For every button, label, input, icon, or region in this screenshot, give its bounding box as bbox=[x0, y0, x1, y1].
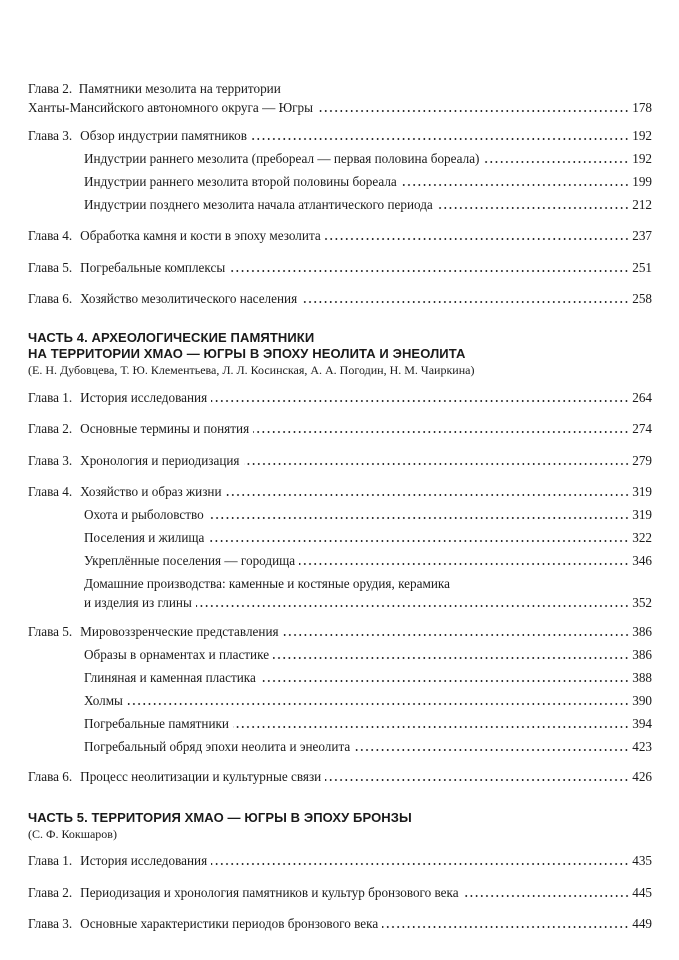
part-4-authors: (Е. Н. Дубовцева, Т. Ю. Клементьева, Л. Л. Косинская, А. А. Погодин, Н. М. Чаиркина) bbox=[28, 363, 475, 377]
toc-entry bbox=[28, 451, 652, 470]
toc-subentry bbox=[84, 668, 652, 687]
toc-entry-title: Погребальный обряд эпохи неолита и энеолита bbox=[84, 739, 351, 754]
toc-entry bbox=[28, 258, 652, 277]
toc-page-number: 178 bbox=[632, 100, 652, 115]
toc-entry-title: Холмы bbox=[84, 693, 123, 708]
toc-entry-title: Индустрии раннего мезолита (пребореал — первая половина бореала) bbox=[84, 151, 480, 166]
toc-entry-title: Процесс неолитизации и культурные связи bbox=[80, 769, 322, 784]
dot-leader bbox=[463, 894, 630, 898]
toc-page-number: 279 bbox=[632, 453, 652, 468]
toc-entry-title: Поселения и жилища bbox=[84, 530, 205, 545]
toc-page-number: 251 bbox=[632, 260, 652, 275]
dot-leader bbox=[127, 702, 629, 706]
toc-entry bbox=[28, 289, 652, 308]
toc-page-number: 237 bbox=[632, 228, 652, 243]
toc-subentry bbox=[84, 528, 652, 547]
toc-page-number: 319 bbox=[632, 507, 652, 522]
dot-leader bbox=[208, 516, 630, 520]
toc-entry bbox=[28, 126, 652, 145]
part-5-title-line1: ЧАСТЬ 5. ТЕРРИТОРИЯ ХМАО — ЮГРЫ В ЭПОХУ БРОНЗЫ bbox=[28, 810, 412, 825]
part-5-authors: (С. Ф. Кокшаров) bbox=[28, 827, 117, 841]
toc-entry-title: Погребальные памятники bbox=[84, 716, 229, 731]
toc-page-number: 394 bbox=[632, 716, 652, 731]
toc-page-number: 192 bbox=[632, 128, 652, 143]
toc-subentry bbox=[84, 574, 652, 612]
toc-subentry bbox=[84, 645, 652, 664]
toc-chapter-label: Глава 6. bbox=[28, 291, 73, 306]
toc-entry bbox=[28, 388, 652, 407]
toc-entry bbox=[28, 419, 652, 438]
dot-leader bbox=[253, 430, 629, 434]
dot-leader bbox=[226, 493, 630, 497]
toc-page-number: 386 bbox=[632, 647, 652, 662]
toc-page-number: 423 bbox=[632, 739, 652, 754]
toc-subentry bbox=[84, 714, 652, 733]
dot-leader bbox=[317, 109, 629, 113]
toc-chapter-label: Глава 5. bbox=[28, 260, 73, 275]
toc-page-number: 388 bbox=[632, 670, 652, 685]
toc-chapter-label: Глава 2. bbox=[28, 421, 73, 436]
part-5-title bbox=[28, 810, 658, 826]
toc-entry-title: Индустрии раннего мезолита второй половины бореала bbox=[84, 174, 397, 189]
toc-page-number: 346 bbox=[632, 553, 652, 568]
toc-chapter-label: Глава 2. bbox=[28, 885, 73, 900]
toc-page-number: 390 bbox=[632, 693, 652, 708]
toc-entry bbox=[28, 622, 652, 641]
dot-leader bbox=[299, 562, 629, 566]
toc-page-number: 449 bbox=[632, 916, 652, 931]
toc-page-number: 435 bbox=[632, 853, 652, 868]
toc-page-number: 319 bbox=[632, 484, 652, 499]
toc-chapter-label: Глава 6. bbox=[28, 769, 73, 784]
toc-entry-title: Обработка камня и кости в эпоху мезолита bbox=[80, 228, 321, 243]
toc-chapter-label: Глава 1. bbox=[28, 390, 73, 405]
toc-entry-title: История исследования bbox=[80, 390, 208, 405]
toc-page-number: 386 bbox=[632, 624, 652, 639]
toc-entry-title: Охота и рыболовство bbox=[84, 507, 204, 522]
toc-chapter-label: Глава 2. bbox=[28, 81, 73, 96]
toc-page-number: 274 bbox=[632, 421, 652, 436]
dot-leader bbox=[483, 160, 629, 164]
dot-leader bbox=[211, 399, 629, 403]
toc-entry-title: Хозяйство и образ жизни bbox=[80, 484, 222, 499]
dot-leader bbox=[208, 539, 629, 543]
toc-chapter-label: Глава 3. bbox=[28, 916, 73, 931]
dot-leader bbox=[196, 604, 629, 608]
toc-subentry bbox=[84, 551, 652, 570]
dot-leader bbox=[401, 183, 629, 187]
toc-subentry bbox=[84, 172, 652, 191]
toc-page-number: 258 bbox=[632, 291, 652, 306]
toc-entry-title: Основные характеристики периодов бронзового века bbox=[80, 916, 379, 931]
part-4-title bbox=[28, 330, 658, 362]
toc-entry-title: Укреплённые поселения — городища bbox=[84, 553, 296, 568]
toc-entry-title: Индустрии позднего мезолита начала атлантического периода bbox=[84, 197, 433, 212]
toc-page-number: 212 bbox=[632, 197, 652, 212]
toc-entry-title: Ханты-Мансийского автономного округа — Югры bbox=[28, 100, 313, 115]
toc-page-number: 426 bbox=[632, 769, 652, 784]
dot-leader bbox=[325, 237, 629, 241]
toc-chapter-label: Глава 3. bbox=[28, 128, 73, 143]
toc-entry-title: Хозяйство мезолитического населения bbox=[80, 291, 298, 306]
toc-page-number: 445 bbox=[632, 885, 652, 900]
toc-entry bbox=[28, 79, 652, 117]
dot-leader bbox=[437, 206, 629, 210]
toc-chapter-label: Глава 4. bbox=[28, 228, 73, 243]
dot-leader bbox=[244, 462, 630, 466]
toc-entry-title: Периодизация и хронология памятников и культур бронзового века bbox=[80, 885, 459, 900]
toc-chapter-label: Глава 5. bbox=[28, 624, 73, 639]
toc-chapter-label: Глава 4. bbox=[28, 484, 73, 499]
toc-entry bbox=[28, 914, 652, 933]
part-4-title-line2: НА ТЕРРИТОРИИ ХМАО — ЮГРЫ В ЭПОХУ НЕОЛИТА И ЭНЕОЛИТА bbox=[28, 346, 466, 361]
toc-entry-title: Хронология и периодизация bbox=[80, 453, 240, 468]
toc-entry-title: и изделия из глины bbox=[84, 595, 192, 610]
dot-leader bbox=[283, 633, 630, 637]
toc-entry bbox=[28, 851, 652, 870]
toc-entry-title: Образы в орнаментах и пластике bbox=[84, 647, 270, 662]
toc-subentry bbox=[84, 505, 652, 524]
toc-entry bbox=[28, 226, 652, 245]
toc-entry bbox=[28, 883, 652, 902]
dot-leader bbox=[260, 679, 629, 683]
dot-leader bbox=[301, 300, 629, 304]
toc-chapter-label: Глава 3. bbox=[28, 453, 73, 468]
toc-chapter-label: Глава 1. bbox=[28, 853, 73, 868]
dot-leader bbox=[325, 778, 629, 782]
toc-entry-title: История исследования bbox=[80, 853, 208, 868]
part-4-title-line1: ЧАСТЬ 4. АРХЕОЛОГИЧЕСКИЕ ПАМЯТНИКИ bbox=[28, 330, 315, 345]
toc-page-number: 264 bbox=[632, 390, 652, 405]
toc-entry-title-line1: Домашние производства: каменные и костяные орудия, керамика bbox=[84, 576, 450, 591]
dot-leader bbox=[251, 137, 629, 141]
dot-leader bbox=[382, 925, 629, 929]
dot-leader bbox=[211, 862, 629, 866]
toc-entry-title: Глиняная и каменная пластика bbox=[84, 670, 256, 685]
dot-leader bbox=[273, 656, 629, 660]
dot-leader bbox=[229, 269, 629, 273]
toc-page-number: 352 bbox=[632, 595, 652, 610]
toc-page-number: 192 bbox=[632, 151, 652, 166]
dot-leader bbox=[233, 725, 629, 729]
toc-subentry bbox=[84, 691, 652, 710]
toc-entry bbox=[28, 482, 652, 501]
toc-entry-title: Основные термины и понятия bbox=[80, 421, 250, 436]
toc-page-number: 322 bbox=[632, 530, 652, 545]
toc-subentry bbox=[84, 149, 652, 168]
toc-subentry bbox=[84, 737, 652, 756]
toc-entry-title: Погребальные комплексы bbox=[80, 260, 226, 275]
toc-entry-title-line1: Памятники мезолита на территории bbox=[78, 81, 281, 96]
toc-subentry bbox=[84, 195, 652, 214]
dot-leader bbox=[354, 748, 629, 752]
toc-page-number: 199 bbox=[632, 174, 652, 189]
toc-entry-title: Мировоззренческие представления bbox=[80, 624, 279, 639]
toc-entry bbox=[28, 767, 652, 786]
toc-entry-title: Обзор индустрии памятников bbox=[80, 128, 247, 143]
